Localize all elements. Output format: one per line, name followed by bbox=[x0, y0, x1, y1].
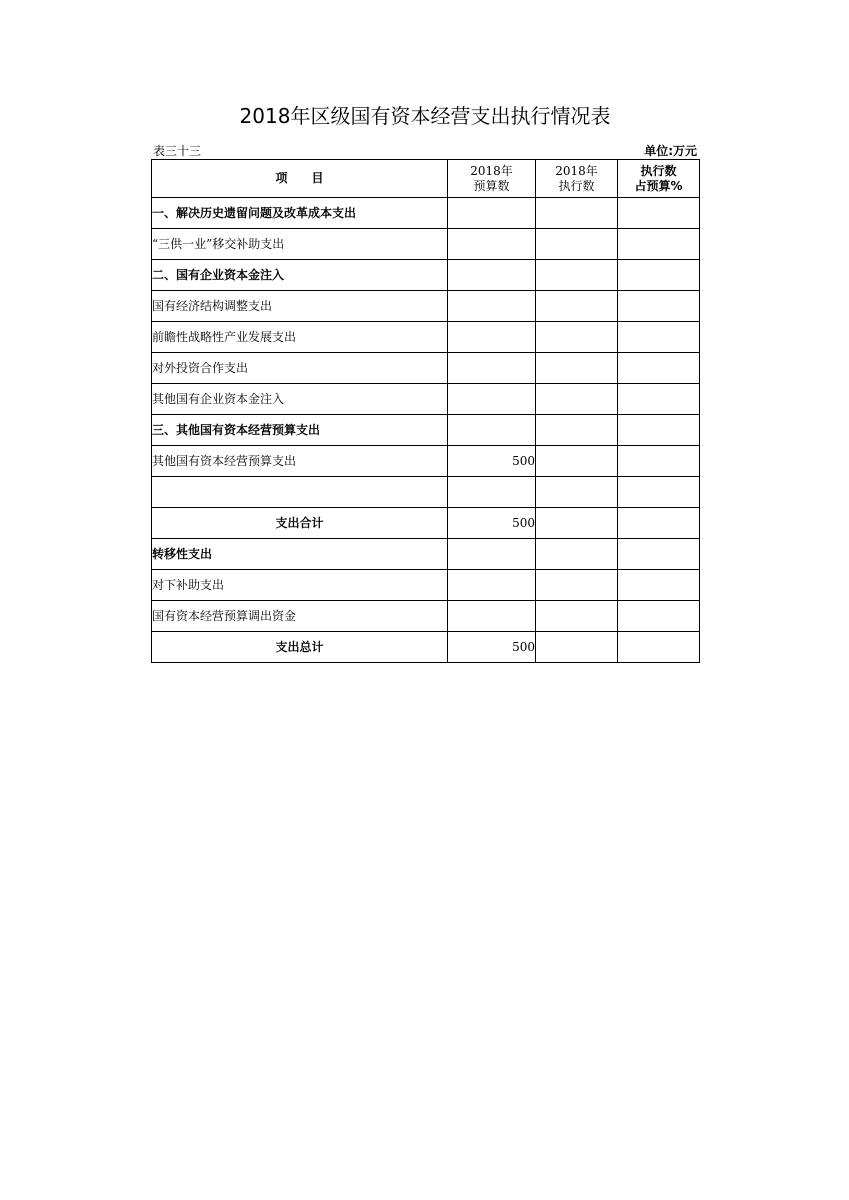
row-ratio bbox=[618, 446, 700, 477]
row-name: 其他国有资本经营预算支出 bbox=[152, 446, 448, 477]
row-execution bbox=[536, 291, 618, 322]
row-execution bbox=[536, 384, 618, 415]
row-execution bbox=[536, 539, 618, 570]
subtotal-row bbox=[152, 508, 700, 539]
row-name: 对下补助支出 bbox=[152, 570, 448, 601]
row-ratio bbox=[618, 260, 700, 291]
row-execution bbox=[536, 198, 618, 229]
table-row bbox=[152, 384, 700, 415]
table-row bbox=[152, 198, 700, 229]
row-name: 二、国有企业资本金注入 bbox=[152, 260, 448, 291]
row-execution bbox=[536, 229, 618, 260]
row-ratio bbox=[618, 322, 700, 353]
row-execution bbox=[536, 260, 618, 291]
row-execution bbox=[536, 632, 618, 663]
table-row bbox=[152, 229, 700, 260]
row-budget bbox=[448, 477, 536, 508]
row-budget bbox=[448, 260, 536, 291]
row-name: 转移性支出 bbox=[152, 539, 448, 570]
row-name: 支出合计 bbox=[152, 508, 448, 539]
table-row bbox=[152, 539, 700, 570]
row-budget bbox=[448, 229, 536, 260]
header-item: 项 目 bbox=[152, 160, 448, 198]
row-name: 对外投资合作支出 bbox=[152, 353, 448, 384]
row-execution bbox=[536, 601, 618, 632]
row-ratio bbox=[618, 229, 700, 260]
table-row bbox=[152, 570, 700, 601]
row-name: 其他国有企业资本金注入 bbox=[152, 384, 448, 415]
row-budget bbox=[448, 291, 536, 322]
row-execution bbox=[536, 570, 618, 601]
row-budget bbox=[448, 322, 536, 353]
row-ratio bbox=[618, 384, 700, 415]
row-execution bbox=[536, 446, 618, 477]
row-name: 国有经济结构调整支出 bbox=[152, 291, 448, 322]
row-ratio bbox=[618, 415, 700, 446]
table-row bbox=[152, 477, 700, 508]
row-ratio bbox=[618, 539, 700, 570]
header-budget: 2018年 预算数 bbox=[448, 160, 536, 198]
row-ratio bbox=[618, 291, 700, 322]
row-budget bbox=[448, 353, 536, 384]
header-execution: 2018年 执行数 bbox=[536, 160, 618, 198]
row-name: 前瞻性战略性产业发展支出 bbox=[152, 322, 448, 353]
table-row bbox=[152, 291, 700, 322]
row-ratio bbox=[618, 477, 700, 508]
row-budget: 500 bbox=[448, 632, 536, 663]
row-budget bbox=[448, 198, 536, 229]
table-row bbox=[152, 353, 700, 384]
row-ratio bbox=[618, 508, 700, 539]
row-ratio bbox=[618, 353, 700, 384]
table-row bbox=[152, 446, 700, 477]
row-execution bbox=[536, 353, 618, 384]
row-budget: 500 bbox=[448, 446, 536, 477]
header-ratio: 执行数 占预算% bbox=[618, 160, 700, 198]
row-name: “三供一业”移交补助支出 bbox=[152, 229, 448, 260]
row-name: 一、解决历史遗留问题及改革成本支出 bbox=[152, 198, 448, 229]
row-budget bbox=[448, 415, 536, 446]
table-row bbox=[152, 260, 700, 291]
table-number: 表三十三 bbox=[153, 144, 202, 158]
row-execution bbox=[536, 415, 618, 446]
row-ratio bbox=[618, 632, 700, 663]
row-budget bbox=[448, 539, 536, 570]
row-execution bbox=[536, 477, 618, 508]
row-budget bbox=[448, 570, 536, 601]
row-name: 支出总计 bbox=[152, 632, 448, 663]
table-row bbox=[152, 322, 700, 353]
row-ratio bbox=[618, 570, 700, 601]
row-budget bbox=[448, 384, 536, 415]
row-name bbox=[152, 477, 448, 508]
table-row bbox=[152, 601, 700, 632]
table-header-row bbox=[152, 160, 700, 198]
row-execution bbox=[536, 322, 618, 353]
table-row bbox=[152, 415, 700, 446]
unit-label: 单位:万元 bbox=[644, 144, 697, 158]
row-budget bbox=[448, 601, 536, 632]
page-title: 2018年区级国有资本经营支出执行情况表 bbox=[239, 104, 611, 128]
row-name: 三、其他国有资本经营预算支出 bbox=[152, 415, 448, 446]
row-ratio bbox=[618, 198, 700, 229]
row-execution bbox=[536, 508, 618, 539]
row-budget: 500 bbox=[448, 508, 536, 539]
row-name: 国有资本经营预算调出资金 bbox=[152, 601, 448, 632]
row-ratio bbox=[618, 601, 700, 632]
expenditure-table bbox=[151, 159, 700, 663]
grand-total-row bbox=[152, 632, 700, 663]
